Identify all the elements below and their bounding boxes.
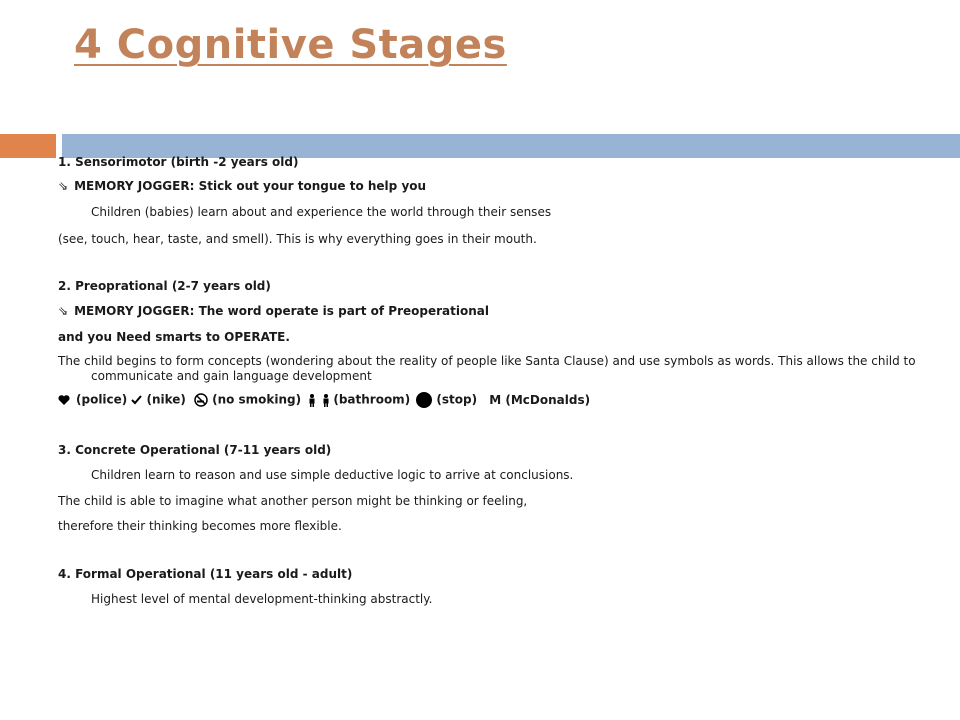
slide-title: 4 Cognitive Stages <box>74 22 507 68</box>
stage1-desc-1: Children (babies) learn about and experience the world through their senses <box>91 205 552 219</box>
stage3-desc-2: The child is able to imagine what another person might be thinking or feeling, <box>58 494 528 508</box>
stage2-jogger <box>58 304 489 319</box>
stage2-symbols <box>58 392 590 408</box>
stage2-jogger-2: and you Need smarts to OPERATE. <box>58 330 290 344</box>
arrow-icon: ⇘ <box>58 179 69 193</box>
symbol-bathroom: (bathroom) <box>333 392 411 407</box>
stage2-heading: 2. Preoprational (2-7 years old) <box>58 279 271 293</box>
symbol-mcdonalds: M (McDonalds) <box>489 392 591 407</box>
stage4-heading: 4. Formal Operational (11 years old - adult) <box>58 567 353 581</box>
symbol-police: (police) <box>76 392 128 407</box>
symbol-stop: (stop) <box>436 392 478 407</box>
stage1-jogger-text: MEMORY JOGGER: Stick out your tongue to help you <box>74 179 427 193</box>
stage4-desc: Highest level of mental development-thinking abstractly. <box>91 592 433 606</box>
person-icon <box>322 394 330 407</box>
no-smoking-icon <box>194 393 208 407</box>
stage1-jogger <box>58 179 426 194</box>
stage1-desc-2: (see, touch, hear, taste, and smell). This is why everything goes in their mouth. <box>58 232 537 246</box>
person-icon <box>308 394 316 407</box>
symbol-nike: (nike) <box>146 392 186 407</box>
stage3-desc-1: Children learn to reason and use simple deductive logic to arrive at conclusions. <box>91 468 574 482</box>
heart-icon <box>58 394 70 406</box>
symbol-no-smoking: (no smoking) <box>212 392 302 407</box>
arrow-icon: ⇘ <box>58 304 69 318</box>
stage2-jogger-text: MEMORY JOGGER: The word operate is part of Preoperational <box>74 304 489 318</box>
stop-dot-icon <box>416 392 432 408</box>
checkmark-icon <box>131 395 142 405</box>
stage3-desc-3: therefore their thinking becomes more flexible. <box>58 519 342 533</box>
stage3-heading: 3. Concrete Operational (7-11 years old) <box>58 443 332 457</box>
stage2-desc: The child begins to form concepts (wondering about the reality of people like Santa Clause) and use symbols as words. This allows the child to communicate and gain language development <box>58 354 916 383</box>
accent-bar-orange <box>0 134 56 158</box>
stage1-heading: 1. Sensorimotor (birth -2 years old) <box>58 155 299 169</box>
